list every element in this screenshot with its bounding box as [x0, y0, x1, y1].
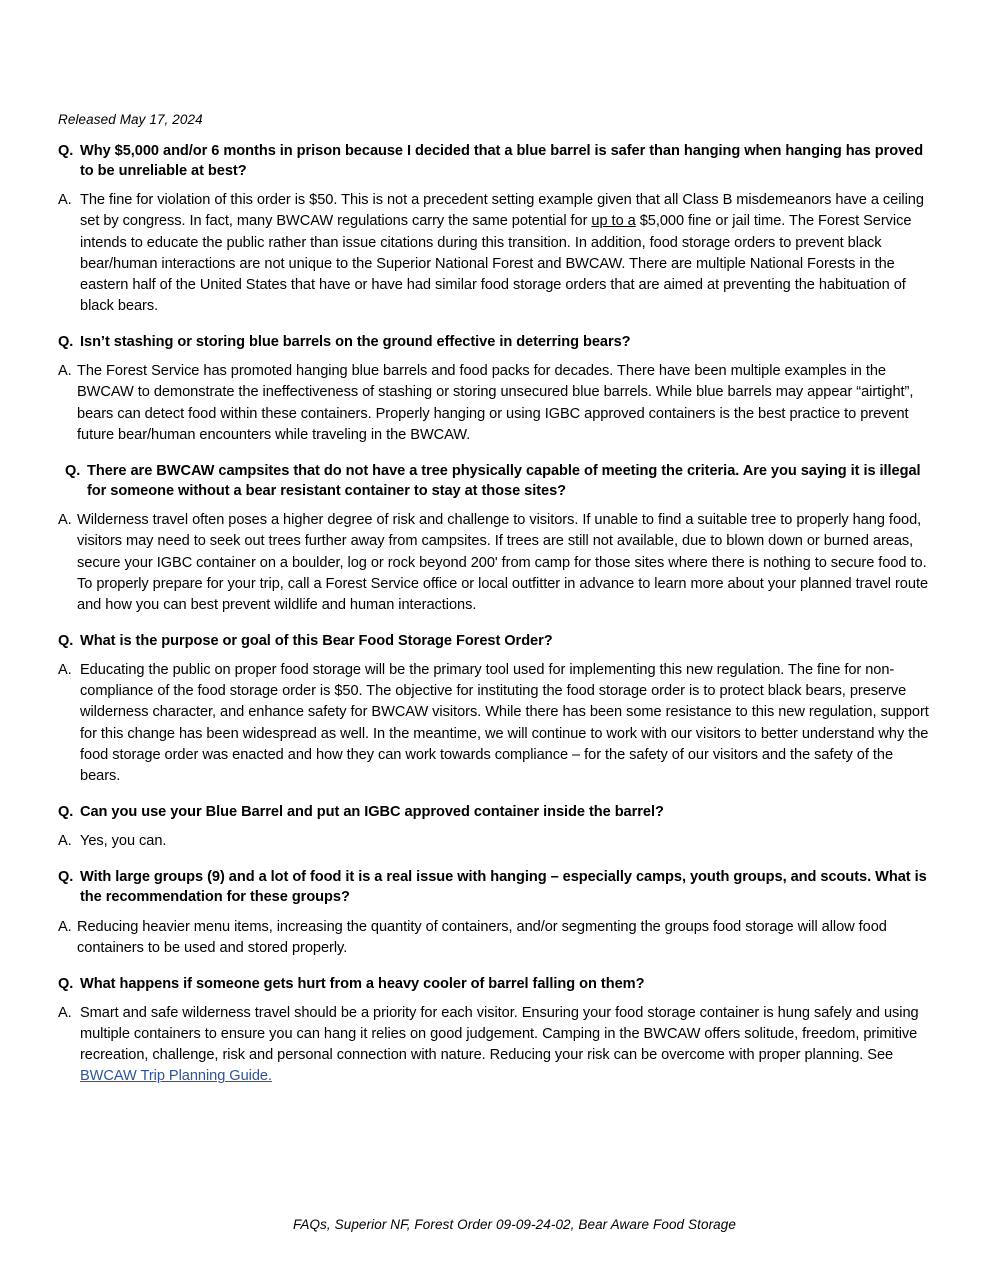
question-text: What happens if someone gets hurt from a heavy cooler of barrel falling on them?	[80, 975, 645, 992]
question-text: Why $5,000 and/or 6 months in prison because I decided that a blue barrel is safer than hanging when hanging has proved to be unreliable at best?	[80, 143, 924, 180]
question-row	[58, 461, 931, 501]
answer-text-post: $5,000 fine or jail time. The Forest Service intends to educate the public rather than issue citations during this transition. In addition, food storage orders to prevent black bear/human interactions are not unique to the Superior National Forest and BWCAW. There are multiple National Forests in the eastern half of the United States that have or have had similar food storage orders that are aimed at preventing the habituation of black bears.	[80, 213, 912, 315]
answer-marker: A.	[58, 1005, 72, 1021]
answer-row	[58, 361, 931, 446]
question-text: Isn’t stashing or storing blue barrels on the ground effective in deterring bears?	[80, 334, 631, 351]
answer-text	[80, 1003, 931, 1088]
answer-marker: A.	[58, 363, 72, 380]
answer-marker: A.	[58, 512, 72, 529]
question-marker: Q.	[58, 869, 74, 886]
answer-text: Yes, you can.	[80, 833, 167, 850]
answer-text-underlined: up to a	[591, 213, 636, 230]
answer-row	[58, 917, 931, 959]
answer-text: Reducing heavier menu items, increasing the quantity of containers, and/or segmenting the groups food storage will allow food containers to be used and stored properly.	[77, 918, 887, 956]
footer-text: FAQs, Superior NF, Forest Order 09-09-24-02, Bear Aware Food Storage	[293, 1217, 736, 1232]
question-row	[58, 974, 931, 994]
question-row	[58, 867, 931, 907]
question-marker: Q.	[58, 632, 74, 649]
question-text: What is the purpose or goal of this Bear Food Storage Forest Order?	[80, 632, 553, 649]
answer-marker: A.	[58, 662, 72, 679]
trip-planning-guide-link[interactable]: BWCAW Trip Planning Guide.	[80, 1068, 273, 1085]
answer-text: Educating the public on proper food storage will be the primary tool used for implementing this new regulation. The fine for non-compliance of the food storage order is $50. The objective for instituting the food storage order is to protect black bears, preserve wilderness character, and enhance safety for BWCAW visitors. While there has been some resistance to this new regulation, support for this change has been widespread as well. In the meantime, we will continue to work with our visitors to better understand why the food storage order was enacted and how they can work towards compliance – for the safety of our visitors and the safety of the bears.	[80, 662, 929, 784]
release-date: Released May 17, 2024	[58, 112, 203, 127]
answer-row	[58, 510, 931, 616]
question-marker: Q.	[58, 975, 74, 992]
answer-text-pre: The fine for violation of this order is $50. This is not a precedent setting example given that all Class B misdemeanors have a ceiling set by congress. In fact, many BWCAW regulations carry the same potential for	[80, 192, 924, 230]
question-marker: Q.	[58, 804, 74, 821]
question-text: Can you use your Blue Barrel and put an IGBC approved container inside the barrel?	[80, 804, 664, 821]
answer-text-pre: Smart and safe wilderness travel should be a priority for each visitor. Ensuring your food storage container is hung safely and using multiple containers to ensure you can hang it relies on good judgement. Camping in the BWCAW offers solitude, freedom, primitive recreation, challenge, risk and personal connection with nature. Reducing your risk can be overcome with proper planning. See	[80, 1005, 919, 1064]
page-footer	[0, 1217, 989, 1232]
question-text: With large groups (9) and a lot of food it is a real issue with hanging – especially camps, youth groups, and scouts. What is the recommendation for these groups?	[80, 869, 927, 906]
answer-marker: A.	[58, 192, 72, 209]
answer-row	[58, 1003, 931, 1088]
answer-row	[58, 660, 931, 787]
answer-marker: A.	[58, 833, 72, 850]
answer-text: Wilderness travel often poses a higher degree of risk and challenge to visitors. If unable to find a suitable tree to properly hang food, visitors may need to seek out trees further away from campsites. If trees are still not available, due to blown down or burned areas, secure your IGBC container on a boulder, log or rock beyond 200' from camp for those sites where there is nothing to secure food to. To properly prepare for your trip, call a Forest Service office or local outfitter in advance to learn more about your planned travel route and how you can best prevent wildlife and human interactions.	[77, 512, 929, 613]
faq-item	[58, 461, 931, 616]
faq-item	[58, 802, 931, 852]
faq-item	[58, 141, 931, 317]
faq-item	[58, 867, 931, 959]
answer-row	[58, 831, 931, 852]
question-marker: Q.	[58, 334, 74, 351]
question-row	[58, 141, 931, 181]
faq-item	[58, 332, 931, 446]
question-text: There are BWCAW campsites that do not have a tree physically capable of meeting the criteria. Are you saying it is illegal for someone without a bear resistant container to stay at those sites?	[87, 462, 921, 500]
answer-row	[58, 190, 931, 317]
faq-item	[58, 631, 931, 787]
answer-text	[80, 190, 931, 317]
question-row	[58, 802, 931, 822]
question-marker: Q.	[65, 462, 81, 479]
question-row	[58, 631, 931, 651]
question-marker: Q.	[58, 143, 74, 159]
faq-item	[58, 974, 931, 1088]
answer-text: The Forest Service has promoted hanging blue barrels and food packs for decades. There have been multiple examples in the BWCAW to demonstrate the ineffectiveness of stashing or storing unsecured blue barrels. While blue barrels may appear “airtight”, bears can detect food within these containers. Properly hanging or using IGBC approved containers is the best practice to prevent future bear/human encounters while traveling in the BWCAW.	[77, 363, 914, 443]
answer-marker: A.	[58, 918, 72, 935]
question-row	[58, 332, 931, 352]
